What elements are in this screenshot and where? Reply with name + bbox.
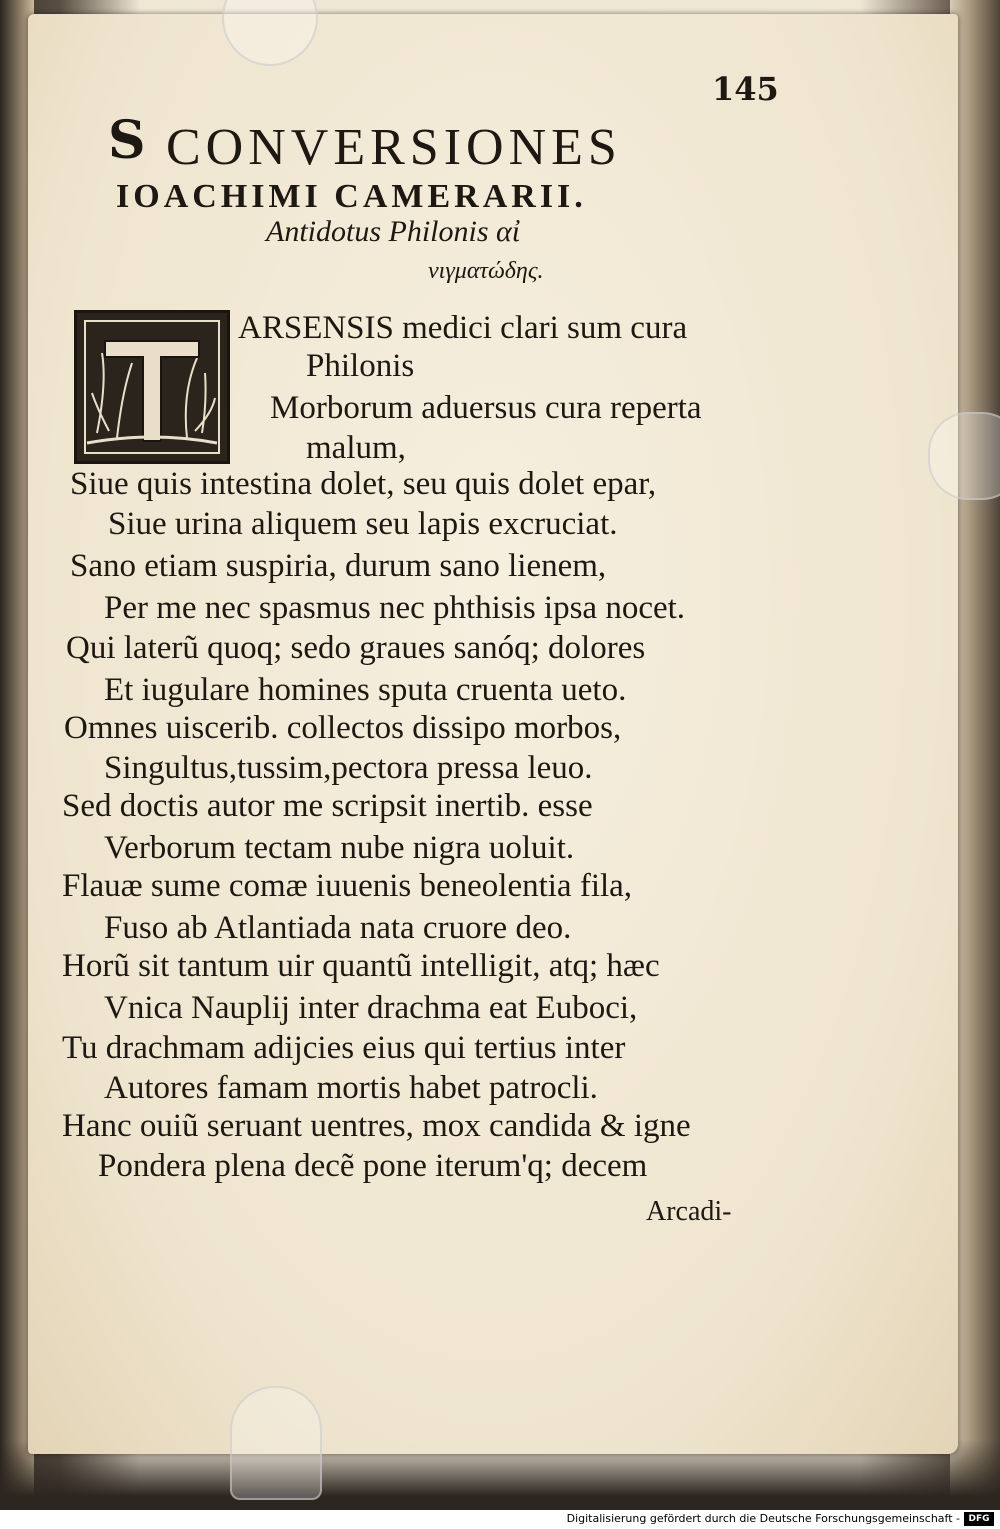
verse-line: Autores famam mortis habet patrocli. — [104, 1070, 598, 1106]
verse-line: Hanc ouiũ seruant uentres, mox candida & igne — [62, 1108, 691, 1144]
verse-line: malum, — [306, 430, 406, 466]
verse-line: Siue urina aliquem seu lapis excruciat. — [108, 506, 618, 542]
verse-line: Flauæ sume comæ iuuenis beneolentia fila, — [62, 868, 633, 904]
verse-line: Omnes uiscerib. collectos dissipo morbos, — [64, 710, 622, 746]
glass-clip-right — [928, 412, 1000, 500]
funding-credit: Digitalisierung gefördert durch die Deutsche Forschungsgemeinschaft - — [566, 1512, 960, 1525]
author-heading: IOACHIMI CAMERARII. — [116, 178, 587, 215]
verse-line: Tu drachmam adijcies eius qui tertius inter — [62, 1030, 626, 1066]
verse-line: Singultus,tussim,pectora pressa leuo. — [104, 750, 593, 786]
verse-line: Fuso ab Atlantiada nata cruore deo. — [104, 910, 572, 946]
ornament-flourish: S — [108, 110, 144, 171]
verse-line: Verborum tectam nube nigra uoluit. — [104, 830, 575, 866]
catchword: Arcadi- — [646, 1196, 732, 1227]
verse-line: Horũ sit tantum uir quantũ intelligit, atq; hæc — [62, 948, 660, 984]
verse-line: Per me nec spasmus nec phthisis ipsa nocet. — [104, 590, 686, 626]
verse-line: Morborum aduersus cura reperta — [270, 390, 702, 426]
subtitle-line-1: Antidotus Philonis αἰ — [266, 215, 521, 248]
verse-line: Et iugulare homines sputa cruenta ueto. — [104, 672, 627, 708]
glass-clip-bottom — [230, 1386, 322, 1500]
verse-line: Philonis — [306, 348, 415, 384]
verse-line: Pondera plena decẽ pone iterum'q; decem — [98, 1148, 648, 1184]
verse-line: Sano etiam suspiria, durum sano lienem, — [70, 548, 607, 584]
verse-line: Siue quis intestina dolet, seu quis dolet epar, — [70, 466, 657, 502]
decorated-initial-t — [74, 310, 230, 464]
verse-line: Sed doctis autor me scripsit inertib. esse — [62, 788, 593, 824]
folio-number: 145 — [712, 70, 779, 108]
verse-line: Qui laterũ quoq; sedo graues sanóq; dolores — [66, 630, 646, 666]
verse-line: ARSENSIS medici clari sum cura — [238, 310, 688, 346]
dfg-logo: DFG — [964, 1512, 994, 1526]
subtitle-line-2: νιγματώδης. — [428, 258, 544, 284]
decorated-initial-image — [77, 313, 227, 461]
verse-line: Vnica Nauplij inter drachma eat Euboci, — [104, 990, 638, 1026]
page-title: CONVERSIONES — [166, 119, 622, 176]
